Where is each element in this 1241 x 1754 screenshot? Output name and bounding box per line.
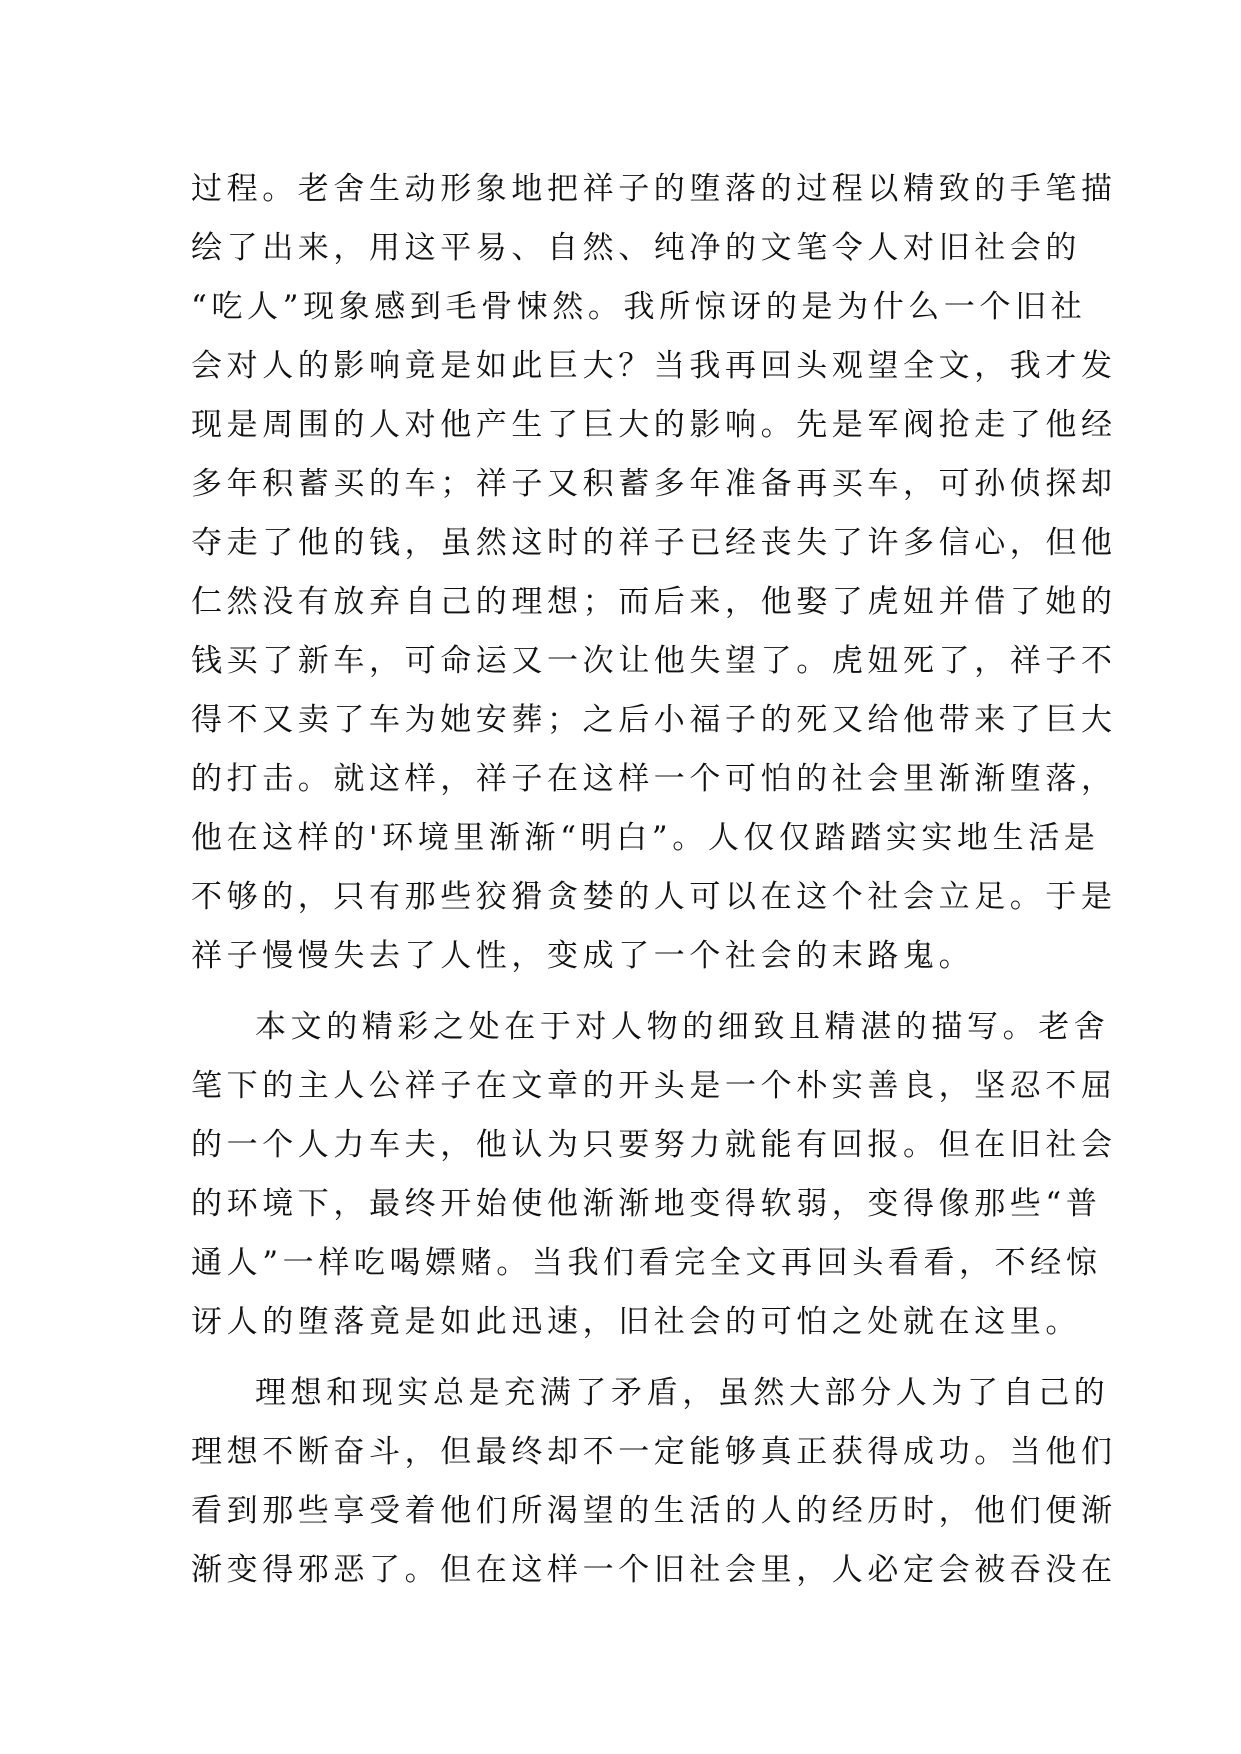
text-line: 通人”一样吃喝嫖赌。当我们看完全文再回头看看，不经惊 [191,1245,1102,1281]
text-line: 的一个人力车夫，他认为只要努力就能有回报。但在旧社会 [191,1127,1117,1163]
text-line: 讶人的堕落竟是如此迅速，旧社会的可怕之处就在这里。 [191,1304,1081,1340]
paragraph-2 [191,998,1117,1352]
text-line: 钱买了新车，可命运又一次让他失望了。虎妞死了，祥子不 [191,643,1117,679]
text-line: 仁然没有放弃自己的理想；而后来，他娶了虎妞并借了她的 [191,584,1117,620]
text-line: 现是周围的人对他产生了巨大的影响。先是军阀抢走了他经 [191,407,1117,443]
text-line: 渐变得邪恶了。但在这样一个旧社会里，人必定会被吞没在 [191,1552,1117,1588]
text-line: 笔下的主人公祥子在文章的开头是一个朴实善良，坚忍不屈 [191,1068,1117,1104]
text-line: 的打击。就这样，祥子在这样一个可怕的社会里渐渐堕落， [191,761,1117,797]
text-line: 的环境下，最终开始使他渐渐地变得软弱，变得像那些“普 [191,1186,1102,1222]
text-line: 过程。老舍生动形象地把祥子的堕落的过程以精致的手笔描 [191,171,1117,207]
text-line: 祥子慢慢失去了人性，变成了一个社会的末路鬼。 [191,938,975,974]
text-line: 得不又卖了车为她安葬；之后小福子的死又给他带来了巨大 [191,702,1117,738]
paragraph-1 [191,160,1117,986]
text-line: 多年积蓄买的车；祥子又积蓄多年准备再买车，可孙侦探却 [191,466,1117,502]
text-line: “吃人”现象感到毛骨悚然。我所惊讶的是为什么一个旧社 [191,289,1087,325]
text-line: 看到那些享受着他们所渴望的生活的人的经历时，他们便渐 [191,1493,1117,1529]
body-text [191,160,1117,1600]
paragraph-spacer [191,986,1071,998]
paragraph-3 [191,1364,1117,1600]
text-line-first-indented: 本文的精彩之处在于对人物的细致且精湛的描写。老舍 [255,1009,1110,1045]
text-line: 不够的，只有那些狡猾贪婪的人可以在这个社会立足。于是 [191,879,1117,915]
text-line: 理想不断奋斗，但最终却不一定能够真正获得成功。当他们 [191,1434,1117,1470]
text-line: 会对人的影响竟是如此巨大？当我再回头观望全文，我才发 [191,348,1117,384]
text-line: 绘了出来，用这平易、自然、纯净的文笔令人对旧社会的 [191,230,1081,266]
paragraph-spacer [191,1352,1071,1364]
text-line-first-indented: 理想和现实总是充满了矛盾，虽然大部分人为了自己的 [255,1375,1110,1411]
text-line: 他在这样的'环境里渐渐“明白”。人仅仅踏踏实实地生活是 [191,820,1100,856]
text-line: 夺走了他的钱，虽然这时的祥子已经丧失了许多信心，但他 [191,525,1117,561]
